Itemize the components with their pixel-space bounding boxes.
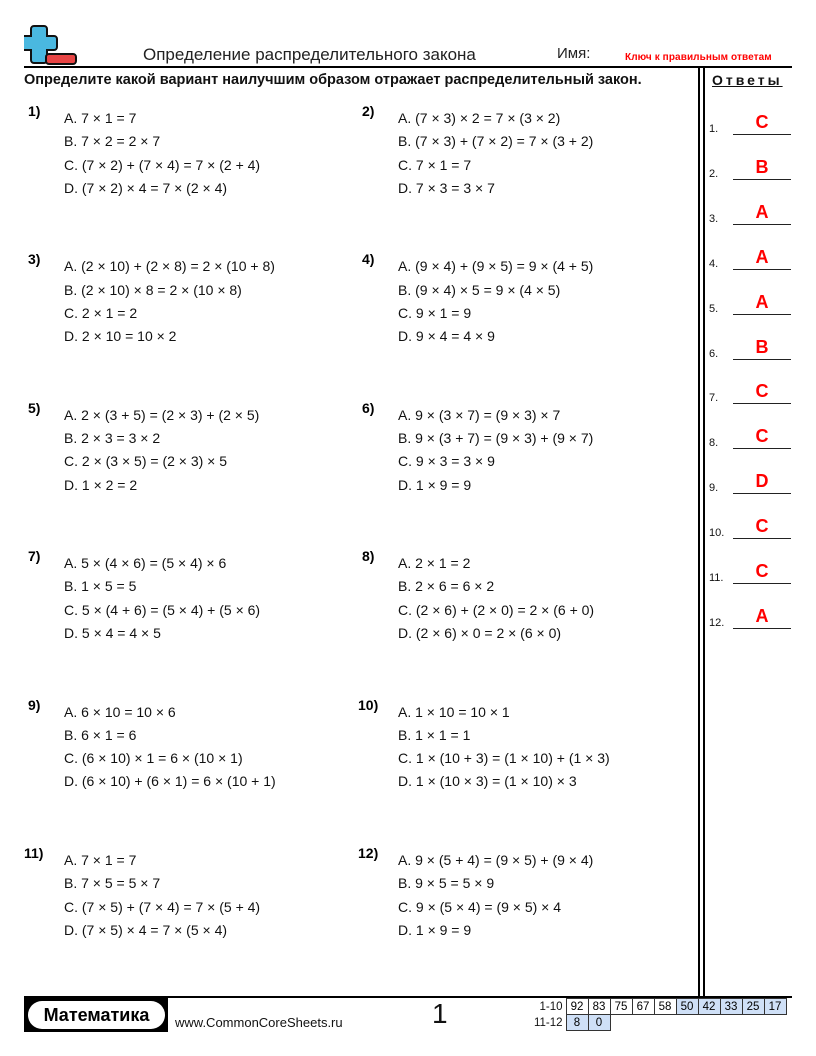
score-range: 11-12 — [533, 1016, 563, 1029]
answer-row-8 — [709, 419, 799, 449]
choice-list — [398, 552, 594, 645]
choice-d: D. (7 × 2) × 4 = 7 × (2 × 4) — [64, 179, 228, 196]
choice-list — [398, 849, 593, 942]
choice-list — [398, 404, 593, 497]
score-cell: 0 — [588, 1015, 610, 1031]
problem-number: 11) — [24, 845, 44, 861]
choice-b: B. 7 × 2 = 2 × 7 — [64, 133, 161, 150]
answer-number: 7. — [709, 392, 719, 405]
answer-blank-line — [733, 583, 791, 584]
problem-number: 9) — [28, 696, 41, 713]
score-cell: 33 — [720, 999, 742, 1015]
page-number: 1 — [432, 998, 448, 1029]
choice-a: A. 7 × 1 = 7 — [64, 852, 137, 868]
choice-d: D. (7 × 5) × 4 = 7 × (5 × 4) — [64, 921, 228, 938]
answer-value: B — [755, 336, 769, 357]
choice-c: C. 7 × 1 = 7 — [398, 156, 472, 173]
choice-b: B. 2 × 6 = 6 × 2 — [398, 578, 495, 595]
score-range: 1-10 — [539, 1000, 563, 1013]
answer-value: C — [755, 516, 769, 537]
plus-minus-logo-icon — [24, 24, 80, 66]
answer-number: 10. — [709, 527, 725, 540]
choice-b: B. 1 × 5 = 5 — [64, 578, 137, 595]
choice-c: C. 5 × (4 + 6) = (5 × 4) + (5 × 6) — [64, 601, 261, 618]
choice-a: A. 2 × 1 = 2 — [398, 555, 471, 572]
score-cell: 58 — [654, 999, 676, 1015]
score-row — [524, 999, 786, 1015]
problem-number: 1) — [28, 103, 41, 119]
worksheet-title: Определение распределительного закона — [143, 45, 476, 64]
answer-number: 8. — [709, 437, 719, 450]
answer-row-7 — [709, 374, 799, 404]
answer-number: 5. — [709, 302, 719, 315]
score-cell: 50 — [676, 999, 698, 1015]
answer-value: C — [755, 426, 769, 447]
answer-value: A — [755, 201, 769, 222]
answer-value: A — [755, 605, 769, 626]
problem-number: 5) — [28, 399, 41, 416]
choice-d: D. 9 × 4 = 4 × 9 — [398, 328, 495, 345]
instructions: Определите какой вариант наилучшим образом отражает распределительный закон. — [24, 72, 642, 88]
choice-a: A. 5 × (4 × 6) = (5 × 4) × 6 — [64, 555, 227, 572]
answer-value: A — [755, 246, 769, 267]
answer-row-6 — [709, 330, 799, 360]
choice-b: B. 2 × 3 = 3 × 2 — [64, 430, 161, 447]
answer-key-label: Ключ к правильным ответам — [625, 52, 772, 63]
choice-list — [64, 255, 275, 348]
problem-number: 10) — [358, 696, 379, 713]
answer-value: C — [755, 381, 769, 402]
answer-number: 2. — [709, 167, 719, 180]
answer-row-3 — [709, 195, 799, 225]
score-cell: 92 — [566, 999, 588, 1015]
choice-c: C. 2 × 1 = 2 — [64, 304, 138, 321]
choice-a: A. 9 × (3 × 7) = (9 × 3) × 7 — [398, 406, 561, 423]
answer-blank-line — [733, 448, 791, 449]
choice-c: C. 1 × (10 + 3) = (1 × 10) + (1 × 3) — [398, 750, 610, 767]
choice-b: B. 9 × 5 = 5 × 9 — [398, 875, 495, 892]
problem-number: 3) — [28, 251, 41, 268]
choice-c: C. 9 × 1 = 9 — [398, 304, 472, 321]
choice-list — [398, 701, 610, 794]
score-table — [524, 998, 787, 1031]
header-divider — [24, 66, 792, 68]
problem-number: 12) — [358, 845, 379, 861]
choice-d: D. 7 × 3 = 3 × 7 — [398, 179, 495, 196]
choice-a: A. (7 × 3) × 2 = 7 × (3 × 2) — [398, 110, 561, 126]
score-cell: 67 — [632, 999, 654, 1015]
answer-row-10 — [709, 509, 799, 539]
problem-number: 8) — [362, 548, 375, 565]
choice-a: A. (9 × 4) + (9 × 5) = 9 × (4 + 5) — [398, 258, 594, 275]
choice-b: B. (2 × 10) × 8 = 2 × (10 × 8) — [64, 281, 242, 298]
answer-number: 11. — [709, 572, 724, 584]
choice-d: D. 1 × 9 = 9 — [398, 921, 472, 938]
answer-value: A — [755, 291, 769, 312]
choice-d: D. (2 × 6) × 0 = 2 × (6 × 0) — [398, 625, 562, 642]
score-cell: 25 — [742, 999, 764, 1015]
answer-blank-line — [733, 269, 791, 270]
choice-list — [64, 404, 259, 497]
answer-value: D — [755, 471, 769, 492]
answer-blank-line — [733, 314, 791, 315]
choice-d: D. (6 × 10) + (6 × 1) = 6 × (10 + 1) — [64, 773, 276, 790]
brand-logo — [24, 998, 168, 1032]
score-cell: 75 — [610, 999, 632, 1015]
answer-number: 3. — [709, 212, 719, 225]
answer-blank-line — [733, 403, 791, 404]
answer-row-4 — [709, 240, 799, 270]
answer-row-2 — [709, 150, 799, 180]
choice-c: C. 9 × (5 × 4) = (9 × 5) × 4 — [398, 898, 562, 915]
problem-number: 4) — [362, 251, 375, 268]
choice-b: B. 9 × (3 + 7) = (9 × 3) + (9 × 7) — [398, 430, 594, 447]
choice-a: A. 2 × (3 + 5) = (2 × 3) + (2 × 5) — [64, 406, 260, 423]
answer-value: C — [755, 561, 769, 581]
answer-number: 4. — [709, 257, 719, 270]
answer-blank-line — [733, 224, 791, 225]
choice-c: C. (7 × 2) + (7 × 4) = 7 × (2 + 4) — [64, 156, 261, 173]
answer-row-5 — [709, 285, 799, 315]
choice-c: C. 2 × (3 × 5) = (2 × 3) × 5 — [64, 453, 228, 470]
choice-list — [398, 255, 593, 348]
answer-row-9 — [709, 464, 799, 494]
answer-row-1 — [709, 105, 799, 135]
score-cell: 8 — [566, 1015, 588, 1031]
problem-number: 7) — [28, 548, 41, 565]
site-url: www.CommonCoreSheets.ru — [175, 1015, 343, 1030]
answer-blank-line — [733, 359, 791, 360]
brand-label: Математика — [28, 1001, 165, 1029]
choice-d: D. 1 × 2 = 2 — [64, 476, 138, 493]
answer-row-11 — [709, 554, 799, 584]
choice-list — [64, 701, 276, 794]
choice-list — [64, 107, 260, 200]
answer-value: C — [755, 112, 769, 132]
choice-d: D. 1 × (10 × 3) = (1 × 10) × 3 — [398, 773, 577, 790]
score-row — [524, 1015, 786, 1031]
choice-a: A. 1 × 10 = 10 × 1 — [398, 703, 510, 720]
score-cell: 17 — [764, 999, 786, 1015]
choice-b: B. 7 × 5 = 5 × 7 — [64, 875, 161, 892]
choice-b: B. (9 × 4) × 5 = 9 × (4 × 5) — [398, 281, 561, 298]
choice-c: C. (7 × 5) + (7 × 4) = 7 × (5 + 4) — [64, 898, 261, 915]
answer-blank-line — [733, 538, 791, 539]
choice-list — [64, 552, 260, 645]
answer-number: 6. — [709, 347, 719, 360]
choice-b: B. (7 × 3) + (7 × 2) = 7 × (3 + 2) — [398, 133, 594, 150]
answer-number: 1. — [709, 123, 719, 135]
answer-row-12 — [709, 599, 799, 629]
problem-number: 6) — [362, 399, 375, 416]
choice-d: D. 5 × 4 = 4 × 5 — [64, 625, 161, 642]
score-cell: 83 — [588, 999, 610, 1015]
answers-divider — [703, 68, 705, 998]
choice-a: A. 7 × 1 = 7 — [64, 110, 137, 126]
choice-a: A. 6 × 10 = 10 × 6 — [64, 703, 176, 720]
choice-list — [398, 107, 593, 200]
choice-c: C. (6 × 10) × 1 = 6 × (10 × 1) — [64, 750, 243, 767]
choice-b: B. 1 × 1 = 1 — [398, 726, 471, 743]
answer-blank-line — [733, 179, 791, 180]
answer-number: 9. — [709, 482, 719, 495]
choice-c: C. 9 × 3 = 3 × 9 — [398, 453, 495, 470]
choice-c: C. (2 × 6) + (2 × 0) = 2 × (6 + 0) — [398, 601, 595, 618]
answer-value: B — [755, 156, 769, 177]
answer-blank-line — [733, 628, 791, 629]
choice-list — [64, 849, 260, 942]
choice-d: D. 2 × 10 = 10 × 2 — [64, 328, 177, 345]
score-cell: 42 — [698, 999, 720, 1015]
name-label: Имя: — [557, 45, 591, 62]
choice-a: A. (2 × 10) + (2 × 8) = 2 × (10 + 8) — [64, 258, 275, 275]
answer-blank-line — [733, 493, 791, 494]
choice-a: A. 9 × (5 + 4) = (9 × 5) + (9 × 4) — [398, 852, 594, 868]
answers-divider — [698, 68, 700, 998]
answers-title: Ответы — [712, 72, 783, 88]
answer-number: 12. — [709, 616, 725, 629]
problem-number: 2) — [362, 103, 375, 119]
choice-b: B. 6 × 1 = 6 — [64, 726, 137, 743]
answer-blank-line — [733, 134, 791, 135]
choice-d: D. 1 × 9 = 9 — [398, 476, 472, 493]
